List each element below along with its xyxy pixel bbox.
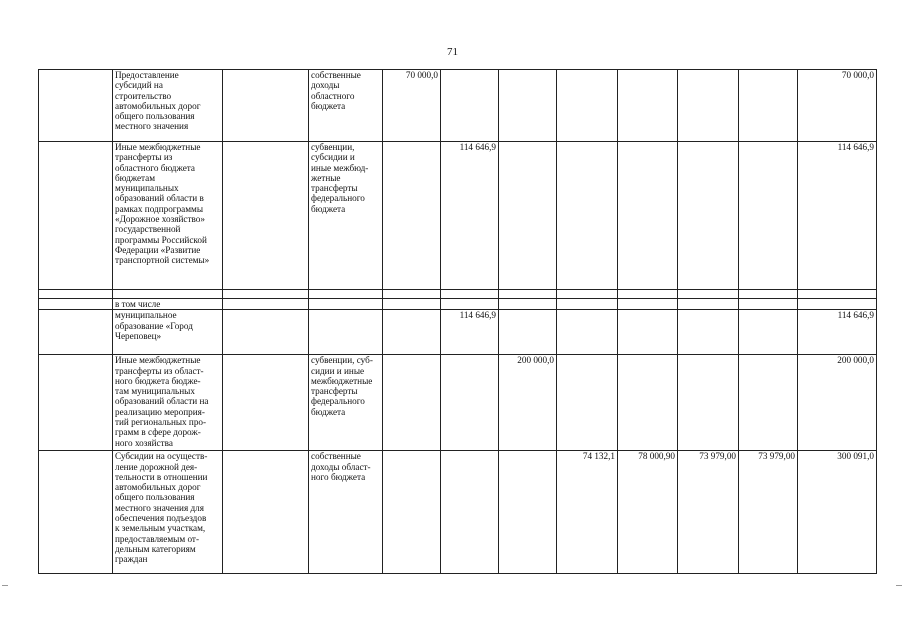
total-cell: 114 646,9 [798,142,877,290]
value-cell [499,310,557,355]
value-cell [618,142,678,290]
value-cell [383,355,441,451]
page-number: 71 [447,46,458,58]
value-cell [678,310,739,355]
empty-cell [39,290,113,299]
value-cell [499,70,557,142]
empty-cell [798,290,877,299]
value-cell: 73 979,00 [739,451,798,574]
empty-cell [223,290,309,299]
empty-cell [223,310,309,355]
value-cell [499,142,557,290]
empty-cell [383,290,441,299]
source-cell [309,310,383,355]
empty-cell [383,299,441,310]
value-cell: 200 000,0 [499,355,557,451]
value-cell [557,310,618,355]
source-cell: собственные доходы област- ного бюджета [309,451,383,574]
empty-cell [223,142,309,290]
value-cell [383,451,441,574]
description-cell: Иные межбюджетные трансферты из областного бюджета бюджетам муниципальных образований области в рамках подпрограммы «Дорожное хозяйство» государственной программы Российской Федерации «Развитие транспортной системы» [113,142,223,290]
empty-cell [739,299,798,310]
empty-cell [618,290,678,299]
value-cell [739,70,798,142]
value-cell [499,451,557,574]
table-row [39,355,877,451]
value-cell [383,310,441,355]
empty-cell [499,290,557,299]
description-cell: в том числе [113,299,223,310]
source-cell [309,290,383,299]
empty-cell [739,290,798,299]
description-cell: муниципальное образование «Город Череповец» [113,310,223,355]
table-row [39,70,877,142]
empty-cell [499,299,557,310]
source-cell: субвенции, суб- сидии и иные межбюджетные трансферты федерального бюджета [309,355,383,451]
value-cell [678,142,739,290]
table-row [39,142,877,290]
empty-cell [39,355,113,451]
total-cell: 114 646,9 [798,310,877,355]
value-cell [557,70,618,142]
value-cell [618,310,678,355]
empty-cell [557,290,618,299]
empty-cell [678,299,739,310]
empty-cell [223,70,309,142]
empty-cell [223,355,309,451]
scan-edge-mark [896,585,902,586]
table-row [39,310,877,355]
empty-cell [557,299,618,310]
empty-cell [223,299,309,310]
value-cell: 114 646,9 [441,310,499,355]
value-cell [441,355,499,451]
value-cell [557,355,618,451]
total-cell: 200 000,0 [798,355,877,451]
value-cell [441,70,499,142]
value-cell [678,355,739,451]
value-cell: 114 646,9 [441,142,499,290]
description-cell: Предоставление субсидий на строительство автомобильных дорог общего пользования местного значения [113,70,223,142]
total-cell: 300 091,0 [798,451,877,574]
scan-edge-mark [2,585,8,586]
value-cell: 78 000,90 [618,451,678,574]
value-cell: 73 979,00 [678,451,739,574]
description-cell [113,290,223,299]
empty-cell [678,290,739,299]
value-cell: 74 132,1 [557,451,618,574]
value-cell [739,355,798,451]
value-cell [678,70,739,142]
total-cell: 70 000,0 [798,70,877,142]
empty-cell [618,299,678,310]
value-cell [618,70,678,142]
empty-cell [39,310,113,355]
description-cell: Иные межбюджетные трансферты из област- ного бюджета бюдже- там муниципальных образований области на реализацию мероприя- тий региональных про- грамм в сфере дорож- ного хозяйства [113,355,223,451]
description-cell: Субсидии на осуществ- ление дорожной дея- тельности в отношении автомобильных дорог общего пользования местного значения для обеспечения подъездов к земельным участкам, предоставляемым от- дельным категориям граждан [113,451,223,574]
value-cell [383,142,441,290]
table-row [39,451,877,574]
value-cell [557,142,618,290]
empty-cell [441,290,499,299]
empty-cell [441,299,499,310]
value-cell [739,142,798,290]
table-row [39,299,877,310]
budget-table [38,69,877,574]
table-row [39,290,877,299]
empty-cell [39,70,113,142]
value-cell [441,451,499,574]
value-cell [739,310,798,355]
source-cell: собственные доходы областного бюджета [309,70,383,142]
value-cell [618,355,678,451]
empty-cell [223,451,309,574]
empty-cell [39,142,113,290]
value-cell: 70 000,0 [383,70,441,142]
empty-cell [798,299,877,310]
empty-cell [39,299,113,310]
source-cell: субвенции, субсидии и иные межбюд- жетные трансферты федерального бюджета [309,142,383,290]
empty-cell [39,451,113,574]
empty-cell [309,299,383,310]
